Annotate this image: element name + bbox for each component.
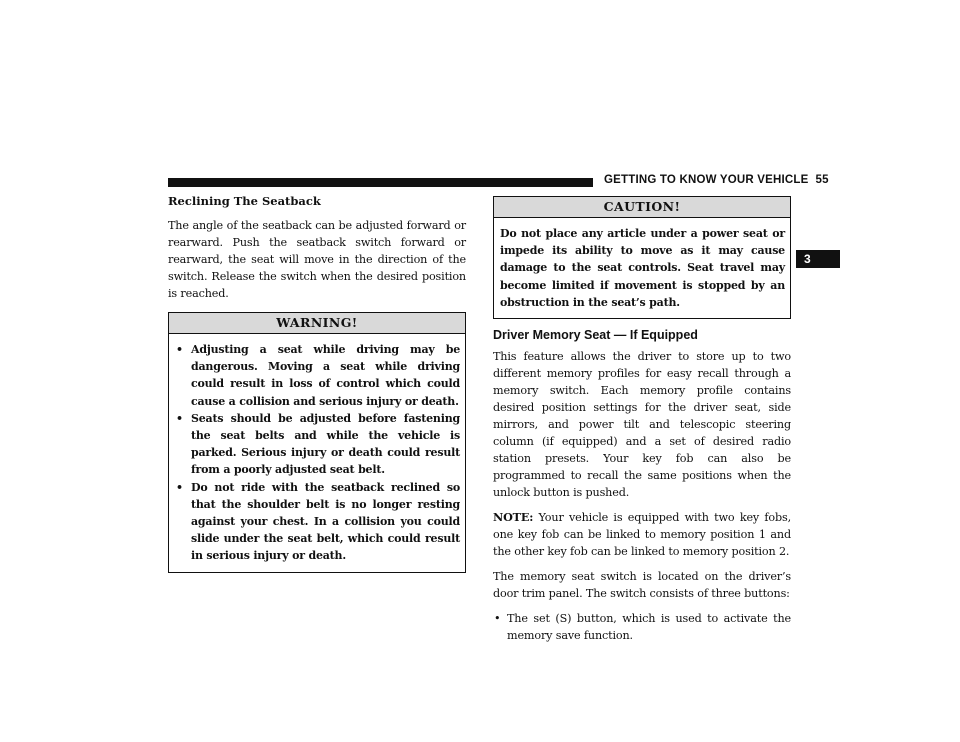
warning-item <box>175 479 460 565</box>
list-item <box>493 610 791 644</box>
chapter-tab: 3 <box>796 250 840 268</box>
running-header <box>604 174 829 186</box>
bullet: • <box>494 612 501 626</box>
warning-item-text: Adjusting a seat while driving may be dangerous. Moving a seat while driving could result in loss of control which could cause a collision and serious injury or death. <box>191 343 460 408</box>
note-paragraph <box>493 509 791 560</box>
bullet: • <box>176 480 183 494</box>
right-column <box>493 196 791 644</box>
warning-item <box>175 341 460 410</box>
memory-seat-heading: Driver Memory Seat — If Equipped <box>493 328 698 343</box>
switch-paragraph: The memory seat switch is located on the driver’s door trim panel. The switch consists of three buttons: <box>493 570 791 601</box>
memory-paragraph: This feature allows the driver to store up to two different memory profiles for easy recall through a memory switch. Each memory profile contains desired position settings for the driver seat, side mirrors, and power tilt and telescopic steering column (if equipped) and a set of desired radio station presets. Your key fob can also be programmed to recall the same positions when the unlock button is pushed. <box>493 350 791 500</box>
bullet: • <box>176 343 183 356</box>
warning-title: WARNING! <box>169 313 465 334</box>
note-label: NOTE: <box>493 510 534 525</box>
caution-box <box>493 196 791 319</box>
warning-item <box>175 410 460 479</box>
note-text: Your vehicle is equipped with two key fobs, one key fob can be linked to memory position 1 and the other key fob can be linked to memory position 2. <box>493 511 791 559</box>
section-title: GETTING TO KNOW YOUR VEHICLE <box>604 174 809 186</box>
bullet: • <box>176 411 183 425</box>
header-rule <box>168 178 593 187</box>
button-list <box>493 610 791 644</box>
reclining-paragraph: The angle of the seatback can be adjusted forward or rearward. Push the seatback switch forward or rearward, the seat will move in the direction of the switch. Release the switch when the desired position is reached. <box>168 219 466 300</box>
reclining-heading: Reclining The Seatback <box>168 194 321 208</box>
warning-list <box>175 341 460 565</box>
warning-item-text: Do not ride with the seatback reclined so that the shoulder belt is no longer resting against your chest. In a collision you could slide under the seat belt, which could result in serious injury or death. <box>191 480 460 563</box>
caution-body <box>494 218 790 318</box>
warning-item-text: Seats should be adjusted before fastening the seat belts and while the vehicle is parked. Serious injury or death could result from a poorly adjusted seat belt. <box>191 411 460 477</box>
left-column <box>168 194 466 573</box>
caution-text: Do not place any article under a power seat or impede its ability to move as it may cause damage to the seat controls. Seat travel may become limited if movement is stopped by an obstruction in the seat’s path. <box>500 227 785 309</box>
list-item-text: The set (S) button, which is used to activate the memory save function. <box>507 612 791 643</box>
caution-title: CAUTION! <box>494 197 790 218</box>
page-number: 55 <box>815 174 829 186</box>
warning-body <box>169 334 465 572</box>
warning-box <box>168 312 466 573</box>
